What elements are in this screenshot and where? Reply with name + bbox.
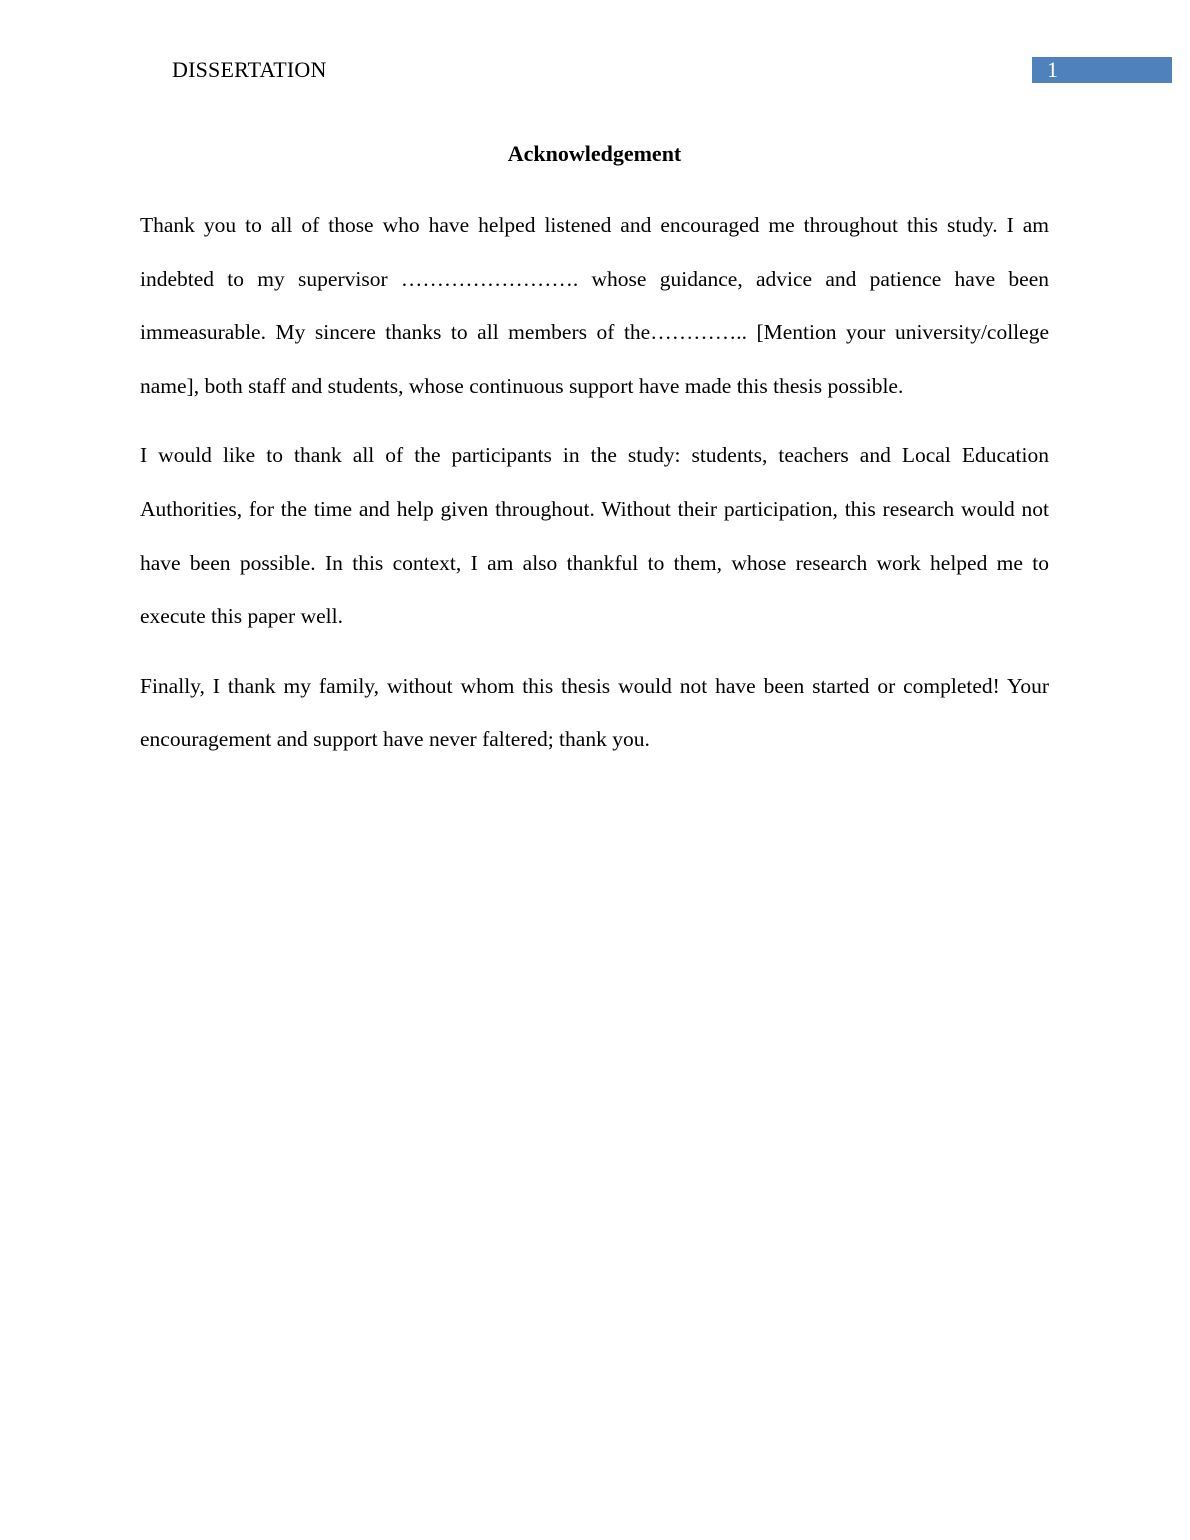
paragraph-thanks-participants: I would like to thank all of the participants in the study: students, teachers and Local Education Authorities, for the time and help given throughout. Without their participation, this research would not have been possible. In this context, I am also thankful to them, whose research work helped me to execute this paper well. [140, 443, 1049, 629]
page-number: 1 [1047, 57, 1058, 82]
paragraph-thanks-supervisor: Thank you to all of those who have helped listened and encouraged me throughout this study. I am indebted to my supervisor ……………………. whose guidance, advice and patience have been immeasurable. My sincere thanks to all members of the………….. [Mention your university/college name], both staff and students, whose continuous support have made this thesis possible. [140, 213, 1049, 399]
paragraph-thanks-family: Finally, I thank my family, without whom this thesis would not have been started or completed! Your encouragement and support have never faltered; thank you. [140, 673, 1049, 752]
page-number-badge [1032, 57, 1172, 83]
running-header-title: DISSERTATION [172, 57, 327, 82]
document-title: Acknowledgement [507, 141, 682, 166]
document-body [140, 199, 1049, 783]
